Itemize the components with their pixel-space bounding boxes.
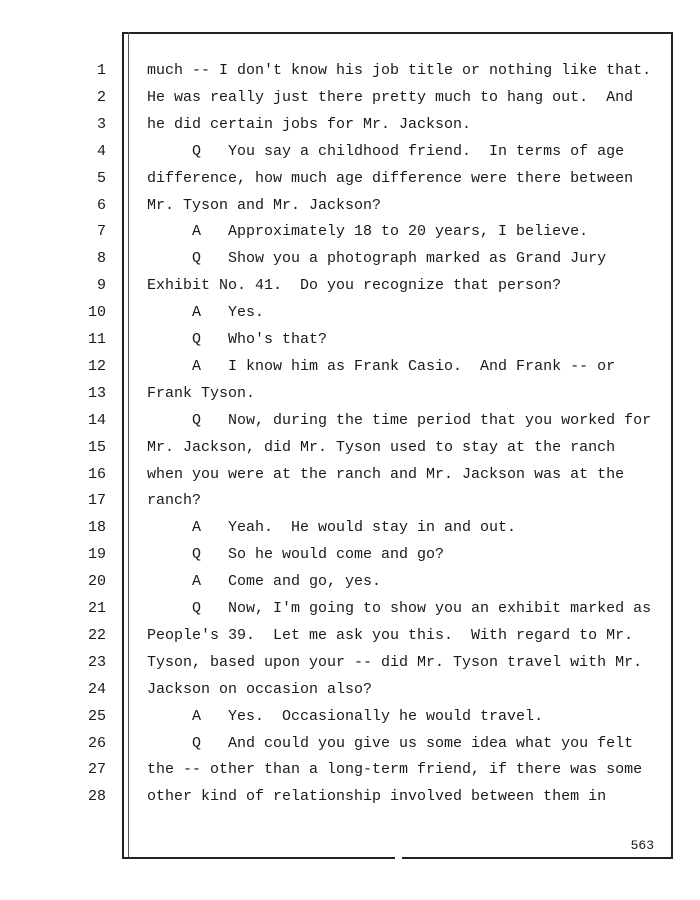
transcript-line: A Yeah. He would stay in and out. [147, 519, 517, 537]
line-number: 9 [96, 277, 106, 295]
line-number: 15 [87, 438, 106, 456]
transcript-line: Q Now, I'm going to show you an exhibit marked as [147, 600, 652, 617]
line-number: 19 [87, 546, 106, 564]
line-number: 16 [87, 465, 106, 483]
line-number: 28 [87, 788, 106, 806]
transcript-line: he did certain jobs for Mr. Jackson. [147, 115, 472, 133]
line-number: 6 [96, 196, 106, 214]
line-number: 10 [87, 304, 106, 322]
bottom-rule-left [122, 857, 395, 859]
bottom-rule-right [402, 857, 673, 859]
line-number: 8 [96, 250, 106, 268]
line-number: 5 [96, 169, 106, 187]
line-number: 25 [87, 707, 106, 725]
transcript-line: Q You say a childhood friend. In terms of age [147, 142, 625, 160]
transcript-line: Jackson on occasion also? [147, 680, 373, 698]
line-number: 23 [87, 653, 106, 671]
transcript-line: A I know him as Frank Casio. And Frank -- or [147, 357, 616, 375]
line-number: 14 [87, 411, 106, 429]
transcript-line: Q So he would come and go? [147, 546, 445, 564]
transcript-line: when you were at the ranch and Mr. Jackson was at the [147, 465, 625, 483]
transcript-line: much -- I don't know his job title or nothing like that. [147, 62, 652, 79]
transcript-line: Tyson, based upon your -- did Mr. Tyson travel with Mr. [147, 653, 643, 671]
transcript-line: A Yes. [147, 304, 265, 322]
transcript-line: ranch? [147, 492, 202, 510]
transcript-line: A Approximately 18 to 20 years, I believe. [147, 223, 589, 241]
line-number: 17 [87, 492, 106, 510]
line-number: 22 [87, 626, 106, 644]
line-number: 3 [96, 115, 106, 133]
line-number: 27 [87, 761, 106, 779]
transcript-line: People's 39. Let me ask you this. With regard to Mr. [147, 626, 634, 644]
line-number: 20 [87, 573, 106, 591]
line-number: 26 [87, 734, 106, 752]
page-number: 563 [630, 838, 654, 853]
line-number: 2 [96, 88, 106, 106]
line-number: 4 [96, 142, 106, 160]
line-number: 21 [87, 600, 106, 617]
line-number: 13 [87, 384, 106, 402]
line-number: 18 [87, 519, 106, 537]
transcript-line: Mr. Jackson, did Mr. Tyson used to stay at the ranch [147, 438, 616, 456]
transcript-line: Q Now, during the time period that you worked for [147, 411, 652, 429]
line-number: 11 [87, 331, 106, 348]
transcript-line: A Come and go, yes. [147, 573, 382, 591]
line-number: 12 [87, 357, 106, 375]
transcript-line: Q Who's that? [147, 331, 328, 348]
transcript-line: Q Show you a photograph marked as Grand Jury [147, 250, 607, 268]
transcript-line: Frank Tyson. [147, 384, 256, 402]
transcript-line: Q And could you give us some idea what you felt [147, 734, 634, 752]
transcript-line: He was really just there pretty much to hang out. And [147, 88, 634, 106]
transcript-line: the -- other than a long-term friend, if there was some [147, 761, 643, 779]
line-number: 24 [87, 680, 106, 698]
transcript-line: difference, how much age difference were there between [147, 169, 634, 187]
transcript-line: other kind of relationship involved between them in [147, 788, 607, 806]
transcript-line: A Yes. Occasionally he would travel. [147, 707, 544, 725]
margin-rule [128, 32, 129, 858]
transcript-line: Exhibit No. 41. Do you recognize that person? [147, 277, 562, 295]
line-number: 1 [96, 62, 106, 79]
line-number: 7 [96, 223, 106, 241]
transcript-line: Mr. Tyson and Mr. Jackson? [147, 196, 382, 214]
